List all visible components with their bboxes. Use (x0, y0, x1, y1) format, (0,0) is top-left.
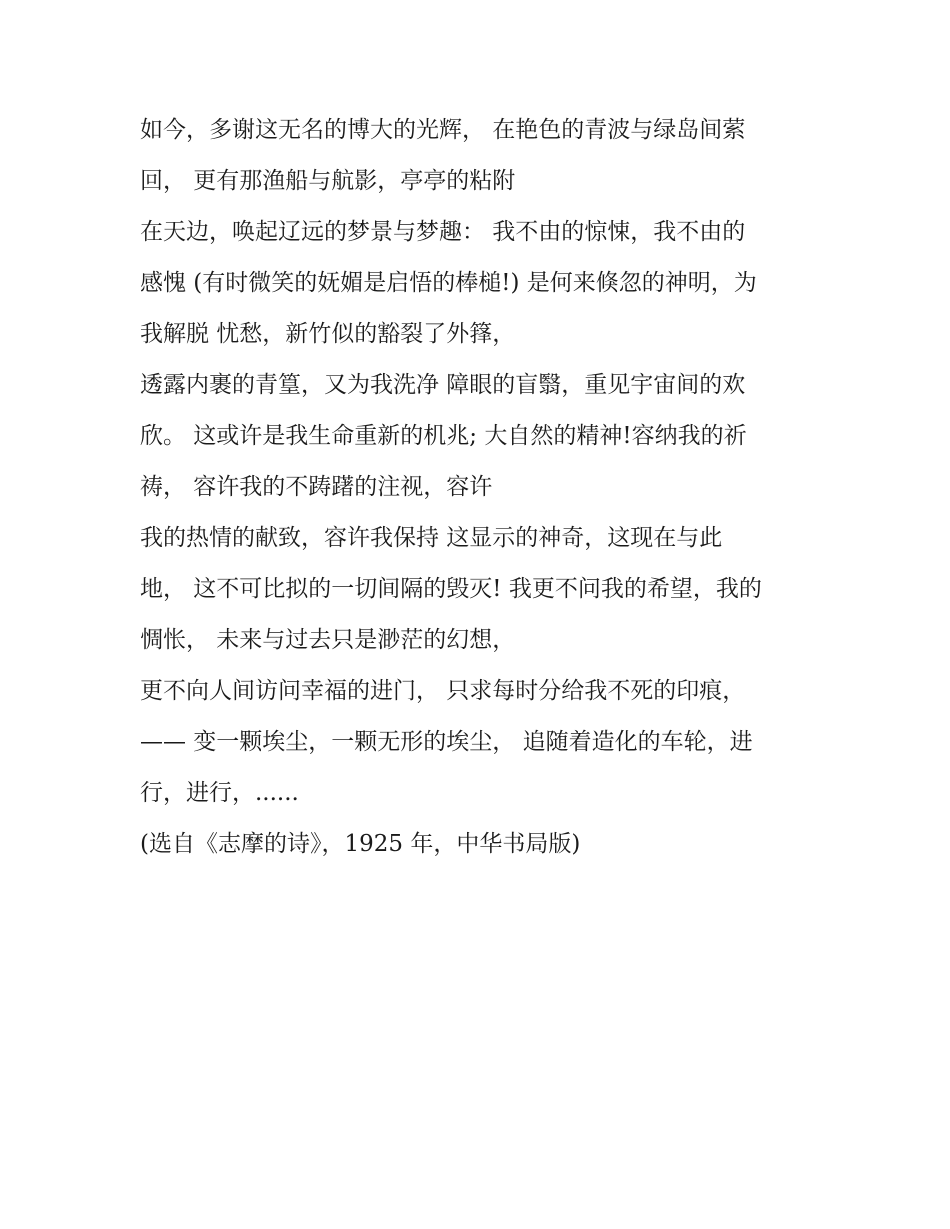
text-line: 我解脱 忧愁，新竹似的豁裂了外箨， (140, 321, 516, 347)
poem-text (140, 105, 810, 870)
text-line: 行，进行，...... (140, 780, 299, 806)
text-line: —— 变一颗埃尘，一颗无形的埃尘， 追随着造化的车轮，进 (140, 729, 753, 755)
text-line: 我的热情的献致，容许我保持 这显示的神奇，这现在与此 (140, 525, 723, 551)
text-line: 如今，多谢这无名的博大的光辉， 在艳色的青波与绿岛间萦 (140, 117, 746, 143)
text-line: 祷， 容许我的不踌躇的注视，容许 (140, 474, 493, 500)
source-citation: (选自《志摩的诗》，1925 年，中华书局版) (140, 831, 581, 857)
text-line: 欣。 这或许是我生命重新的机兆; 大自然的精神!容纳我的祈 (140, 423, 747, 449)
text-line: 在天边，唤起辽远的梦景与梦趣： 我不由的惊悚，我不由的 (140, 219, 746, 245)
text-line: 地， 这不可比拟的一切间隔的毁灭! 我更不问我的希望，我的 (140, 576, 762, 602)
text-line: 惆怅， 未来与过去只是渺茫的幻想， (140, 627, 516, 653)
text-line: 更不向人间访问幸福的进门， 只求每时分给我不死的印痕， (140, 678, 746, 704)
text-line: 透露内裹的青篁，又为我洗净 障眼的盲翳，重见宇宙间的欢 (140, 372, 746, 398)
text-line: 回， 更有那渔船与航影，亭亭的粘附 (140, 168, 516, 194)
text-line: 感愧 (有时微笑的妩媚是启悟的棒槌!) 是何来倏忽的神明，为 (140, 270, 757, 296)
